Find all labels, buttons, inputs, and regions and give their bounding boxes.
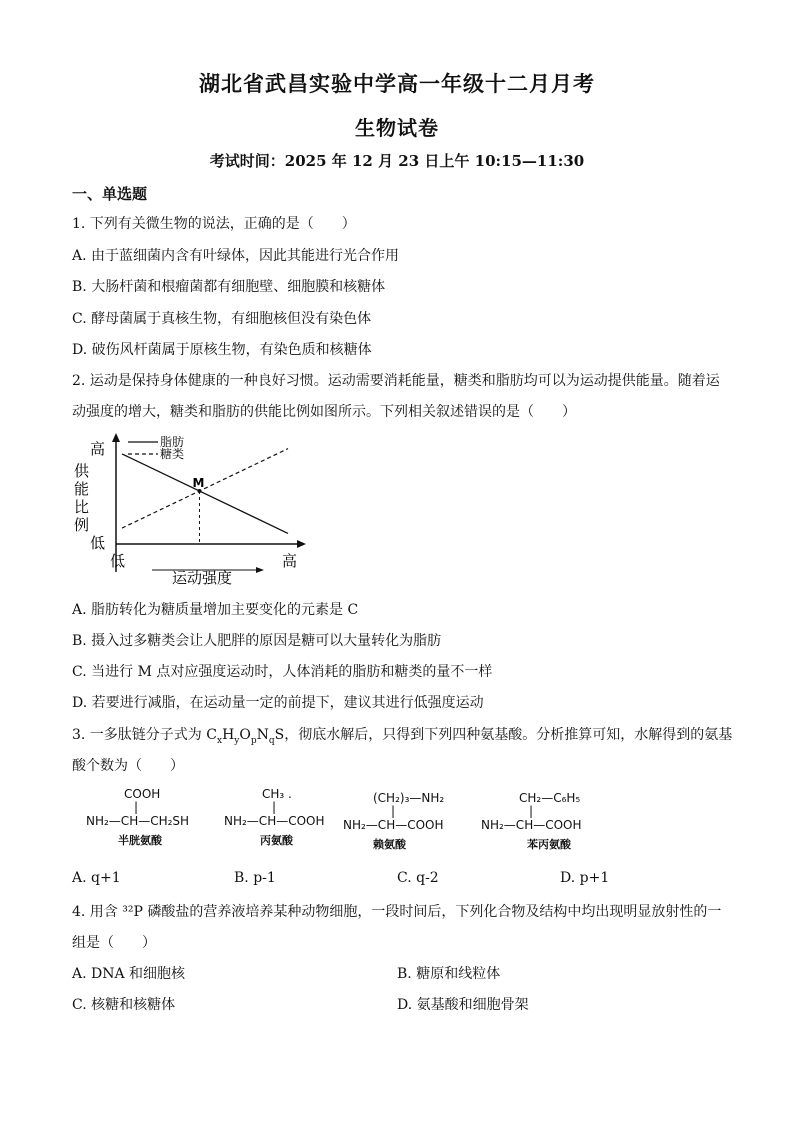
q3-option-b: B. p-1	[234, 870, 276, 886]
energy-ratio-chart	[72, 430, 312, 590]
amino-acid-phenylalanine: CH₂—C₆H₅ | NH₂—CH—COOH 苯丙氨酸	[481, 791, 582, 851]
q3-stem-line2: 酸个数为（ ）	[72, 758, 184, 774]
y-label-char-4: 例	[74, 516, 90, 534]
q3-formula: $C_xH_yO_pN_qS$	[206, 727, 285, 746]
x-axis-title-arrowhead	[256, 567, 264, 573]
series-fat-line	[122, 454, 288, 534]
q4-stem-line1: 4. 用含 ³²P 磷酸盐的营养液培养某种动物细胞，一段时间后，下列化合物及结构中均出现明显放射性的一	[72, 904, 722, 920]
amino-acid-lysine: (CH₂)₃—NH₂ | NH₂—CH—COOH 赖氨酸	[343, 791, 445, 851]
q4-option-d: D. 氨基酸和细胞骨架	[397, 997, 529, 1013]
q1-option-b: B. 大肠杆菌和根瘤菌都有细胞壁、细胞膜和核糖体	[72, 279, 386, 295]
q3-stem-prefix: 3. 一多肽链分子式为	[72, 727, 207, 743]
q4-option-b: B. 糖原和线粒体	[397, 966, 501, 982]
q4-option-c: C. 核糖和核糖体	[72, 997, 176, 1013]
q3-option-d: D. p+1	[560, 870, 610, 886]
m-point-label: M	[192, 476, 205, 490]
legend-sugar-label: 糖类	[160, 447, 185, 461]
q1-option-a: A. 由于蓝细菌内含有叶绿体，因此其能进行光合作用	[72, 248, 400, 264]
y-label-char-1: 供	[74, 462, 90, 480]
exam-time: 考试时间：2025 年 12 月 23 日上午 10:15—11:30	[209, 152, 585, 170]
exam-subject: 生物试卷	[355, 116, 439, 140]
y-low-label: 低	[90, 534, 106, 552]
legend-fat-label: 脂肪	[160, 435, 185, 449]
q2-stem-line1: 2. 运动是保持身体健康的一种良好习惯。运动需要消耗能量，糖类和脂肪均可以为运动提供能量。随着运	[72, 373, 720, 389]
q2-option-d: D. 若要进行减脂，在运动量一定的前提下，建议其进行低强度运动	[72, 695, 484, 711]
exam-title: 湖北省武昌实验中学高一年级十二月月考	[199, 71, 595, 96]
amino-acid-cysteine: COOH | NH₂—CH—CH₂SH 半胱氨酸	[86, 787, 190, 847]
q3-option-a: A. q+1	[72, 870, 121, 886]
q1-stem: 1. 下列有关微生物的说法，正确的是（ ）	[72, 216, 356, 232]
series-sugar-line	[122, 449, 288, 528]
x-high-label: 高	[282, 552, 298, 570]
q1-option-c: C. 酵母菌属于真核生物，有细胞核但没有染色体	[72, 311, 372, 327]
q4-option-a: A. DNA 和细胞核	[72, 966, 186, 982]
q4-stem-line2: 组是（ ）	[72, 935, 156, 951]
q3-option-c: C. q-2	[397, 870, 439, 886]
q3-stem-line1	[72, 724, 732, 746]
y-high-label: 高	[90, 440, 106, 458]
y-axis-arrow	[112, 433, 120, 442]
q2-option-a: A. 脂肪转化为糖质量增加主要变化的元素是 C	[72, 602, 359, 618]
q1-option-d: D. 破伤风杆菌属于原核生物，有染色质和核糖体	[72, 342, 372, 358]
y-label-char-3: 比	[74, 498, 90, 516]
q2-stem-line2: 动强度的增大，糖类和脂肪的供能比例如图所示。下列相关叙述错误的是（ ）	[72, 404, 576, 420]
x-low-label: 低	[110, 552, 126, 570]
amino-acid-alanine: CH₃ . | NH₂—CH—COOH 丙氨酸	[224, 787, 325, 847]
q2-option-b: B. 摄入过多糖类会让人肥胖的原因是糖可以大量转化为脂肪	[72, 633, 442, 649]
y-label-char-2: 能	[74, 480, 90, 498]
q2-option-c: C. 当进行 M 点对应强度运动时，人体消耗的脂肪和糖类的量不一样	[72, 664, 493, 680]
q3-stem-suffix: ，彻底水解后，只得到下列四种氨基酸。分析推算可知，水解得到的氨基	[284, 727, 733, 743]
x-axis-title: 运动强度	[172, 569, 233, 587]
x-axis-arrow	[297, 540, 306, 548]
section-heading: 一、单选题	[72, 185, 148, 203]
